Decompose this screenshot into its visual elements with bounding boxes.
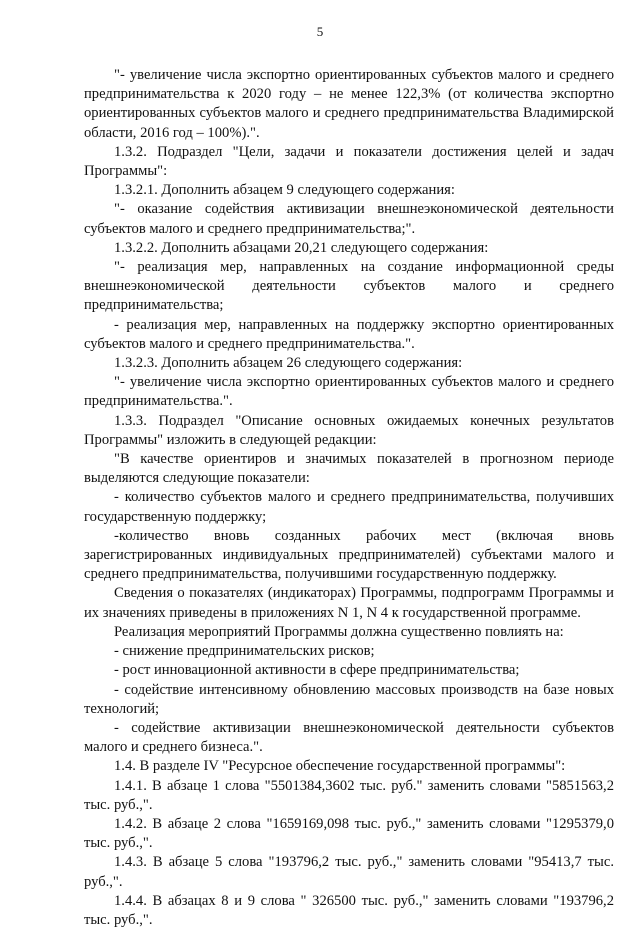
paragraph: - содействие интенсивному обновлению массовых производств на базе новых технологий; xyxy=(84,681,614,717)
paragraph: Реализация мероприятий Программы должна существенно повлиять на: xyxy=(114,623,564,640)
paragraph: - количество субъектов малого и среднего предпринимательства, получивших государственную поддержку; xyxy=(84,489,614,525)
paragraph: 1.3.2. Подраздел "Цели, задачи и показатели достижения целей и задач Программы": xyxy=(84,143,614,180)
paragraph: "- увеличение числа экспортно ориентированных субъектов малого и среднего предпринимательства к 2020 году – не менее 122,3% (от количества экспортно ориентированных субъектов малого и среднего предпринимательства Владимирской области, 2016 год – 100%).". xyxy=(84,67,614,141)
paragraph: "- оказание содействия активизации внешнеэкономической деятельности субъектов малого и среднего предпринимательства;". xyxy=(84,201,614,237)
page-number: 5 xyxy=(316,24,324,39)
paragraph: 1.3.2.3. Дополнить абзацем 26 следующего содержания: xyxy=(114,355,463,372)
paragraph: 1.3.2.2. Дополнить абзацами 20,21 следующего содержания: xyxy=(114,239,489,256)
paragraph: -количество вновь созданных рабочих мест (включая вновь зарегистрированных индивидуальных предпринимателей) субъектами малого и среднего предпринимательства, получившими государственную поддержку. xyxy=(84,527,614,583)
paragraph: 1.4.3. В абзаце 5 слова "193796,2 тыс. руб.," заменить словами "95413,7 тыс. руб.,". xyxy=(84,854,614,890)
paragraph: - рост инновационной активности в сфере предпринимательства; xyxy=(114,662,520,679)
paragraph: "- реализация мер, направленных на создание информационной среды внешнеэкономической деятельности субъектов малого и среднего предпринимательства; xyxy=(84,259,614,314)
paragraph: - содействие активизации внешнеэкономической деятельности субъектов малого и среднего бизнеса.". xyxy=(84,719,614,756)
paragraph: - реализация мер, направленных на поддержку экспортно ориентированных субъектов малого и среднего предпринимательства.". xyxy=(84,316,614,352)
paragraph: 1.4. В разделе IV "Ресурсное обеспечение государственной программы": xyxy=(114,758,566,775)
paragraph: 1.3.2.1. Дополнить абзацем 9 следующего содержания: xyxy=(114,182,455,199)
paragraph: 1.3.3. Подраздел "Описание основных ожидаемых конечных результатов Программы" изложить в следующей редакции: xyxy=(84,412,614,448)
paragraph: - снижение предпринимательских рисков; xyxy=(114,643,375,660)
paragraph: "В качестве ориентиров и значимых показателей в прогнозном периоде выделяются следующие показатели: xyxy=(84,451,614,487)
document-body xyxy=(84,66,614,930)
paragraph: 1.4.4. В абзацах 8 и 9 слова " 326500 тыс. руб.," заменить словами "193796,2 тыс. руб.,". xyxy=(84,892,614,928)
paragraph: Сведения о показателях (индикаторах) Программы, подпрограмм Программы и их значениях приведены в приложениях N 1, N 4 к государственной программе. xyxy=(84,585,614,621)
paragraph: "- увеличение числа экспортно ориентированных субъектов малого и среднего предпринимательства.". xyxy=(84,374,614,410)
paragraph: 1.4.2. В абзаце 2 слова "1659169,098 тыс. руб.," заменить словами "1295379,0 тыс. руб.,". xyxy=(84,815,614,852)
paragraph: 1.4.1. В абзаце 1 слова "5501384,3602 тыс. руб." заменить словами "5851563,2 тыс. руб.,". xyxy=(84,777,614,813)
